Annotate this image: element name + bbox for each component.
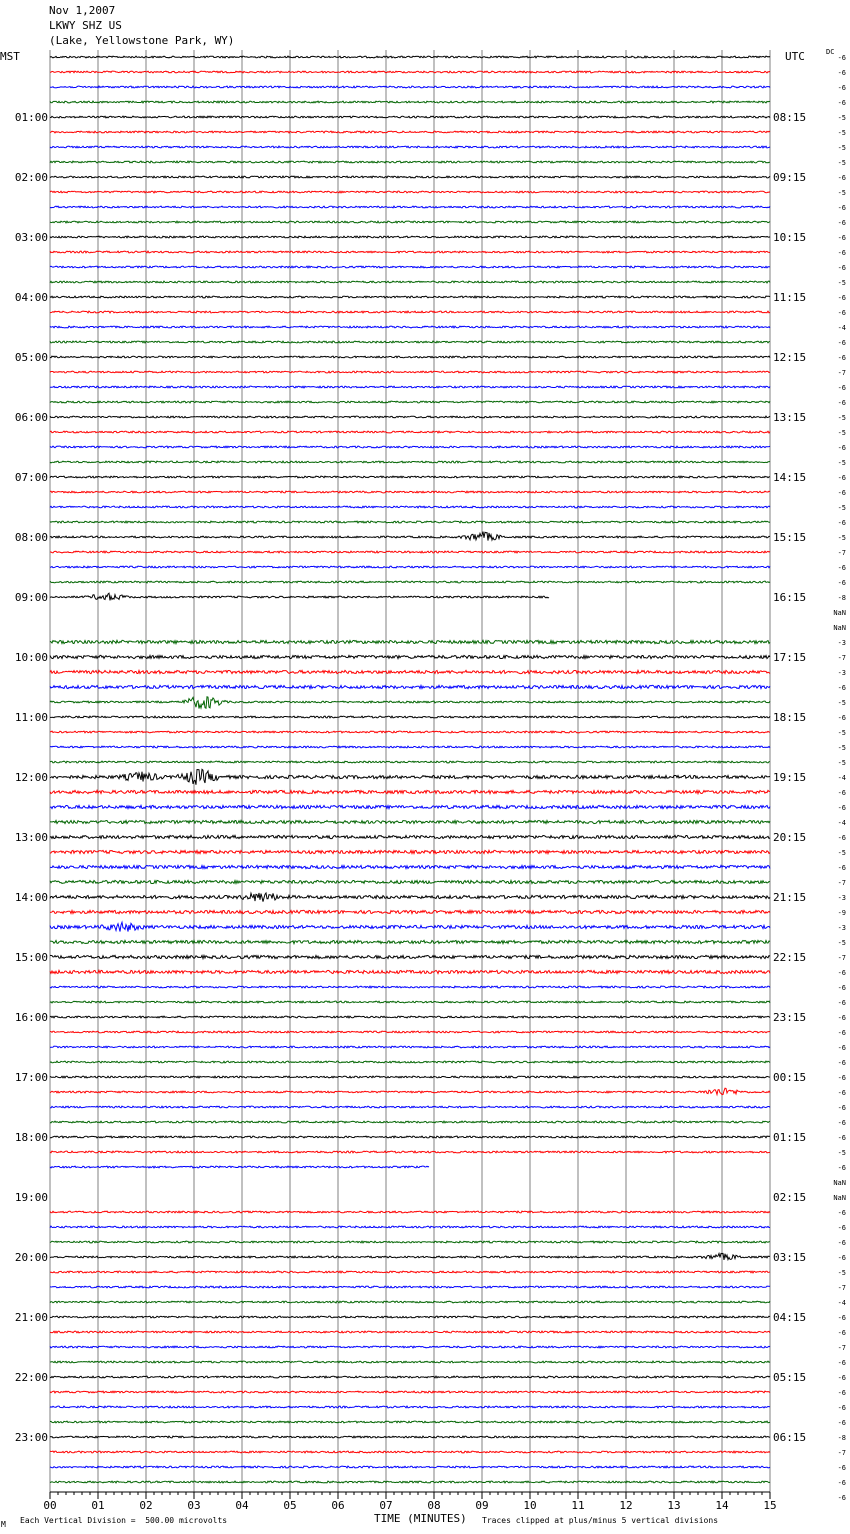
trace-offset-value: -5 <box>837 144 846 152</box>
x-tick-label: 04 <box>235 1499 249 1512</box>
trace-row <box>50 476 770 478</box>
trace-row <box>50 880 770 883</box>
trace-offset-value: -5 <box>837 729 846 737</box>
trace-offset-value: NaN <box>833 624 846 632</box>
trace-row <box>50 1481 770 1483</box>
trace-offset-value: -8 <box>837 594 846 602</box>
trace-offset-value: -6 <box>837 1314 846 1322</box>
trace-offset-value: -7 <box>837 1344 846 1352</box>
trace-row <box>50 1088 770 1094</box>
trace-offset-value: -6 <box>837 1059 846 1067</box>
trace-offset-value: -6 <box>837 54 846 62</box>
mst-hour-label: 11:00 <box>14 711 48 724</box>
trace-offset-value: -6 <box>837 264 846 272</box>
mst-hour-label: 10:00 <box>14 651 48 664</box>
trace-row <box>50 1106 770 1108</box>
minute-grid <box>50 50 770 1492</box>
trace-row <box>50 1361 770 1363</box>
trace-offset-value: -6 <box>837 684 846 692</box>
trace-offset-value: -6 <box>837 1329 846 1337</box>
x-axis <box>43 1492 776 1512</box>
scale-note: Each Vertical Division = 500.00 microvolts <box>20 1516 228 1525</box>
utc-hour-label: 12:15 <box>773 351 807 364</box>
trace-row <box>50 491 770 493</box>
trace-offset-values <box>833 54 846 1502</box>
mst-hour-label: 22:00 <box>14 1371 48 1384</box>
utc-hour-label: 10:15 <box>773 231 807 244</box>
trace-row <box>50 71 770 73</box>
trace-row <box>50 1406 770 1408</box>
trace-row <box>50 566 770 568</box>
trace-offset-value: -6 <box>837 174 846 182</box>
trace-offset-value: -6 <box>837 834 846 842</box>
trace-offset-value: -6 <box>837 1134 846 1142</box>
trace-row <box>50 790 770 793</box>
trace-row <box>50 281 770 283</box>
trace-row <box>50 1031 770 1033</box>
trace-offset-value: -6 <box>837 1209 846 1217</box>
trace-row <box>50 1436 770 1438</box>
utc-hour-label: 15:15 <box>773 531 807 544</box>
trace-row <box>50 401 770 403</box>
utc-hour-label: 09:15 <box>773 171 807 184</box>
utc-hour-label: 01:15 <box>773 1131 807 1144</box>
trace-offset-value: -3 <box>837 924 846 932</box>
trace-row <box>50 1331 770 1333</box>
trace-offset-value: -6 <box>837 1074 846 1082</box>
trace-row <box>50 922 770 931</box>
trace-row <box>50 746 770 748</box>
trace-offset-value: -5 <box>837 459 846 467</box>
trace-offset-value: -5 <box>837 699 846 707</box>
trace-row <box>50 769 770 784</box>
utc-hour-label: 04:15 <box>773 1311 807 1324</box>
trace-offset-value: -6 <box>837 714 846 722</box>
trace-offset-value: -6 <box>837 1224 846 1232</box>
trace-offset-value: -6 <box>837 804 846 812</box>
trace-row <box>50 551 770 553</box>
trace-row <box>50 341 770 343</box>
mst-hour-label: 21:00 <box>14 1311 48 1324</box>
trace-offset-value: -6 <box>837 489 846 497</box>
x-tick-label: 06 <box>331 1499 345 1512</box>
trace-offset-value: -4 <box>837 324 846 332</box>
record-date: Nov 1,2007 <box>49 4 116 17</box>
seismic-traces <box>50 56 770 1483</box>
trace-offset-value: -6 <box>837 789 846 797</box>
mst-hour-label: 01:00 <box>14 111 48 124</box>
trace-offset-value: -6 <box>837 234 846 242</box>
trace-offset-value: -7 <box>837 549 846 557</box>
trace-offset-value: -6 <box>837 84 846 92</box>
trace-offset-value: -6 <box>837 969 846 977</box>
trace-row <box>50 416 770 418</box>
trace-offset-value: -6 <box>837 294 846 302</box>
trace-offset-value: -6 <box>837 1404 846 1412</box>
x-tick-label: 14 <box>715 1499 729 1512</box>
trace-row <box>50 131 770 133</box>
mst-hour-label: 08:00 <box>14 531 48 544</box>
trace-offset-value: -4 <box>837 819 846 827</box>
utc-hour-label: 20:15 <box>773 831 807 844</box>
utc-hour-label: 11:15 <box>773 291 807 304</box>
trace-row <box>50 266 770 268</box>
trace-row <box>50 697 770 709</box>
x-tick-label: 01 <box>91 1499 105 1512</box>
trace-row <box>50 1076 770 1078</box>
trace-offset-value: -7 <box>837 879 846 887</box>
trace-row <box>50 1301 770 1303</box>
utc-hour-labels <box>773 111 806 1444</box>
utc-hour-label: 18:15 <box>773 711 807 724</box>
mst-hour-labels <box>15 111 48 1444</box>
trace-row <box>50 1271 770 1273</box>
utc-hour-label: 16:15 <box>773 591 807 604</box>
trace-offset-value: -6 <box>837 1374 846 1382</box>
trace-offset-value: -7 <box>837 654 846 662</box>
trace-offset-value: -8 <box>837 1434 846 1442</box>
trace-offset-value: -6 <box>837 1029 846 1037</box>
trace-offset-value: -6 <box>837 1239 846 1247</box>
trace-row <box>50 640 770 643</box>
mst-hour-label: 02:00 <box>14 171 48 184</box>
corner-mark: M <box>1 1520 6 1529</box>
utc-hour-label: 17:15 <box>773 651 807 664</box>
x-tick-label: 12 <box>619 1499 633 1512</box>
trace-row <box>50 1253 770 1260</box>
mst-hour-label: 13:00 <box>14 831 48 844</box>
trace-offset-value: -6 <box>837 69 846 77</box>
trace-offset-value: -6 <box>837 1464 846 1472</box>
trace-row <box>50 386 770 388</box>
x-tick-label: 11 <box>571 1499 585 1512</box>
mst-hour-label: 12:00 <box>14 771 48 784</box>
trace-row <box>50 446 770 448</box>
trace-row <box>50 146 770 148</box>
trace-offset-value: -4 <box>837 1299 846 1307</box>
dc-label: DC <box>826 48 835 56</box>
mst-hour-label: 23:00 <box>14 1431 48 1444</box>
trace-row <box>50 761 770 763</box>
trace-row <box>50 865 770 868</box>
trace-offset-value: -6 <box>837 864 846 872</box>
trace-row <box>50 850 770 853</box>
trace-row <box>50 506 770 508</box>
x-tick-label: 13 <box>667 1499 681 1512</box>
station-location: (Lake, Yellowstone Park, WY) <box>49 34 235 47</box>
trace-row <box>50 893 770 902</box>
trace-offset-value: -6 <box>837 1089 846 1097</box>
trace-offset-value: -7 <box>837 369 846 377</box>
trace-row <box>50 236 770 238</box>
x-tick-label: 05 <box>283 1499 297 1512</box>
trace-offset-value: -5 <box>837 429 846 437</box>
utc-hour-label: 23:15 <box>773 1011 807 1024</box>
trace-row <box>50 1151 770 1153</box>
trace-row <box>50 86 770 88</box>
utc-hour-label: 08:15 <box>773 111 807 124</box>
trace-row <box>50 101 770 103</box>
mst-hour-label: 16:00 <box>14 1011 48 1024</box>
trace-row <box>50 221 770 223</box>
trace-row <box>50 1211 770 1213</box>
trace-offset-value: -6 <box>837 1419 846 1427</box>
trace-row <box>50 251 770 253</box>
trace-row <box>50 521 770 523</box>
trace-row <box>50 593 549 600</box>
trace-row <box>50 1061 770 1063</box>
trace-row <box>50 940 770 943</box>
trace-row <box>50 731 770 733</box>
mst-hour-label: 07:00 <box>14 471 48 484</box>
trace-row <box>50 670 770 673</box>
utc-hour-label: 19:15 <box>773 771 807 784</box>
trace-row <box>50 1166 429 1168</box>
mst-hour-label: 05:00 <box>14 351 48 364</box>
x-tick-label: 15 <box>763 1499 777 1512</box>
trace-row <box>50 431 770 433</box>
left-timezone-label: MST <box>0 50 20 63</box>
trace-offset-value: -5 <box>837 744 846 752</box>
mst-hour-label: 03:00 <box>14 231 48 244</box>
trace-row <box>50 1286 770 1288</box>
x-tick-label: 09 <box>475 1499 489 1512</box>
trace-offset-value: -6 <box>837 399 846 407</box>
trace-offset-value: -5 <box>837 849 846 857</box>
trace-offset-value: -6 <box>837 474 846 482</box>
trace-row <box>50 581 770 583</box>
trace-row <box>50 685 770 688</box>
trace-offset-value: -6 <box>837 1389 846 1397</box>
trace-offset-value: -5 <box>837 504 846 512</box>
trace-offset-value: -6 <box>837 444 846 452</box>
trace-offset-value: -6 <box>837 999 846 1007</box>
x-tick-label: 03 <box>187 1499 201 1512</box>
trace-offset-value: NaN <box>833 1179 846 1187</box>
trace-row <box>50 910 770 913</box>
trace-row <box>50 1241 770 1243</box>
utc-hour-label: 21:15 <box>773 891 807 904</box>
trace-offset-value: -7 <box>837 954 846 962</box>
mst-hour-label: 20:00 <box>14 1251 48 1264</box>
trace-row <box>50 206 770 208</box>
mst-hour-label: 17:00 <box>14 1071 48 1084</box>
trace-offset-value: -9 <box>837 909 846 917</box>
trace-row <box>50 1001 770 1003</box>
trace-offset-value: -6 <box>837 579 846 587</box>
trace-offset-value: -6 <box>837 1014 846 1022</box>
trace-offset-value: -6 <box>837 219 846 227</box>
trace-row <box>50 986 770 988</box>
utc-hour-label: 05:15 <box>773 1371 807 1384</box>
utc-hour-label: 22:15 <box>773 951 807 964</box>
trace-offset-value: -6 <box>837 1164 846 1172</box>
trace-offset-value: NaN <box>833 609 846 617</box>
trace-offset-value: -5 <box>837 759 846 767</box>
mst-hour-label: 09:00 <box>14 591 48 604</box>
trace-offset-value: -6 <box>837 564 846 572</box>
trace-offset-value: -7 <box>837 1449 846 1457</box>
trace-row <box>50 955 770 958</box>
trace-row <box>50 655 770 658</box>
station-code: LKWY SHZ US <box>49 19 122 32</box>
x-tick-label: 02 <box>139 1499 153 1512</box>
trace-row <box>50 532 770 541</box>
trace-offset-value: -6 <box>837 1104 846 1112</box>
x-tick-label: 07 <box>379 1499 393 1512</box>
utc-hour-label: 03:15 <box>773 1251 807 1264</box>
trace-row <box>50 716 770 718</box>
mst-hour-label: 19:00 <box>14 1191 48 1204</box>
mst-hour-label: 04:00 <box>14 291 48 304</box>
trace-offset-value: -6 <box>837 984 846 992</box>
trace-offset-value: -6 <box>837 1359 846 1367</box>
trace-row <box>50 1376 770 1378</box>
mst-hour-label: 15:00 <box>14 951 48 964</box>
trace-row <box>50 1046 770 1048</box>
utc-hour-label: 00:15 <box>773 1071 807 1084</box>
trace-row <box>50 1421 770 1423</box>
trace-offset-value: -6 <box>837 99 846 107</box>
trace-row <box>50 161 770 163</box>
trace-row <box>50 835 770 838</box>
trace-offset-value: -6 <box>837 1494 846 1502</box>
trace-row <box>50 326 770 328</box>
trace-row <box>50 56 770 58</box>
trace-offset-value: -6 <box>837 1119 846 1127</box>
x-axis-title: TIME (MINUTES) <box>374 1512 467 1525</box>
mst-hour-label: 14:00 <box>14 891 48 904</box>
trace-offset-value: -5 <box>837 129 846 137</box>
trace-offset-value: -6 <box>837 1254 846 1262</box>
trace-row <box>50 970 770 973</box>
trace-row <box>50 461 770 463</box>
trace-row <box>50 1391 770 1393</box>
trace-offset-value: -4 <box>837 774 846 782</box>
trace-offset-value: -5 <box>837 534 846 542</box>
trace-offset-value: -5 <box>837 114 846 122</box>
utc-hour-label: 06:15 <box>773 1431 807 1444</box>
trace-row <box>50 1136 770 1138</box>
trace-row <box>50 116 770 118</box>
trace-offset-value: -5 <box>837 1269 846 1277</box>
trace-offset-value: -5 <box>837 939 846 947</box>
trace-offset-value: -5 <box>837 159 846 167</box>
trace-offset-value: -5 <box>837 414 846 422</box>
trace-offset-value: -7 <box>837 1284 846 1292</box>
utc-hour-label: 02:15 <box>773 1191 807 1204</box>
trace-offset-value: -5 <box>837 189 846 197</box>
trace-offset-value: -3 <box>837 639 846 647</box>
trace-offset-value: -6 <box>837 339 846 347</box>
x-tick-label: 10 <box>523 1499 537 1512</box>
trace-row <box>50 1226 770 1228</box>
trace-row <box>50 296 770 298</box>
trace-offset-value: -6 <box>837 204 846 212</box>
trace-row <box>50 191 770 193</box>
trace-offset-value: -6 <box>837 354 846 362</box>
trace-offset-value: -6 <box>837 384 846 392</box>
trace-offset-value: -5 <box>837 1149 846 1157</box>
trace-row <box>50 1451 770 1453</box>
trace-offset-value: -3 <box>837 894 846 902</box>
trace-row <box>50 371 770 373</box>
trace-row <box>50 805 770 808</box>
x-tick-label: 08 <box>427 1499 441 1512</box>
trace-offset-value: -5 <box>837 279 846 287</box>
right-timezone-label: UTC <box>785 50 805 63</box>
trace-row <box>50 356 770 358</box>
trace-row <box>50 1121 770 1123</box>
trace-offset-value: -6 <box>837 309 846 317</box>
trace-offset-value: NaN <box>833 1194 846 1202</box>
trace-row <box>50 1466 770 1468</box>
trace-row <box>50 1016 770 1018</box>
trace-row <box>50 820 770 823</box>
trace-row <box>50 311 770 313</box>
trace-offset-value: -6 <box>837 1479 846 1487</box>
trace-row <box>50 176 770 178</box>
trace-offset-value: -3 <box>837 669 846 677</box>
trace-row <box>50 1316 770 1318</box>
x-tick-label: 00 <box>43 1499 57 1512</box>
mst-hour-label: 18:00 <box>14 1131 48 1144</box>
trace-row <box>50 1346 770 1348</box>
trace-offset-value: -6 <box>837 519 846 527</box>
clip-note: Traces clipped at plus/minus 5 vertical divisions <box>482 1516 719 1525</box>
trace-offset-value: -6 <box>837 1044 846 1052</box>
trace-offset-value: -6 <box>837 249 846 257</box>
mst-hour-label: 06:00 <box>14 411 48 424</box>
utc-hour-label: 13:15 <box>773 411 807 424</box>
utc-hour-label: 14:15 <box>773 471 807 484</box>
